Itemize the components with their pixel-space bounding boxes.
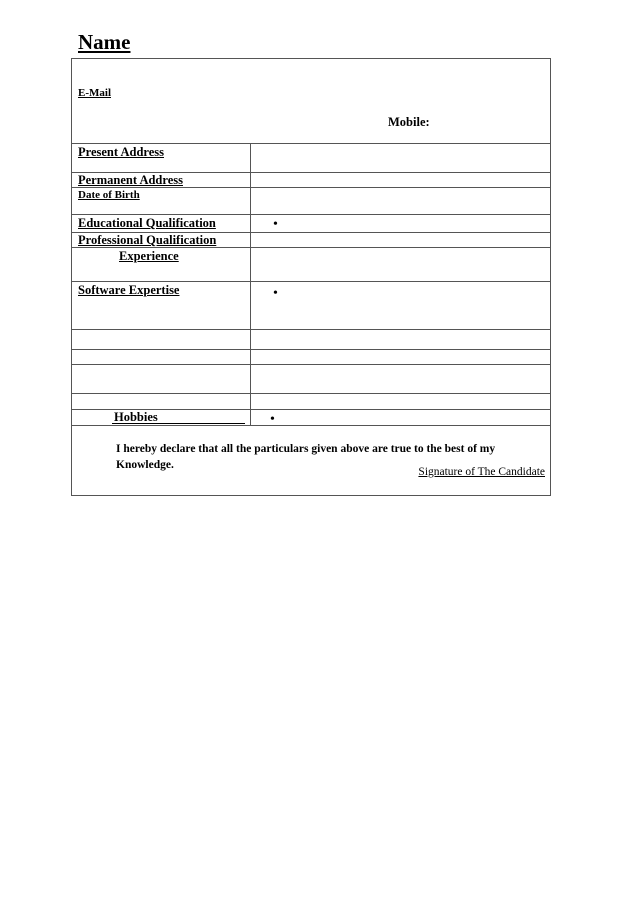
row-divider <box>71 143 551 144</box>
column-divider <box>250 143 251 425</box>
hobbies-label: Hobbies <box>114 410 158 424</box>
row-divider <box>71 281 551 282</box>
row-divider <box>71 214 551 215</box>
row-divider <box>71 425 551 426</box>
educational-qualification-bullet: • <box>273 217 278 232</box>
email-label: E-Mail <box>78 87 111 99</box>
experience-label: Experience <box>119 249 179 263</box>
declaration-text: I hereby declare that all the particulars given above are true to the best of my Knowledge. <box>116 443 496 471</box>
hobbies-underline <box>112 423 245 424</box>
row-divider <box>71 329 551 330</box>
mobile-label: Mobile: <box>388 115 430 129</box>
software-expertise-bullet: • <box>273 286 278 301</box>
resume-form-table <box>71 58 551 496</box>
permanent-address-label: Permanent Address <box>78 173 183 187</box>
present-address-label: Present Address <box>78 145 164 159</box>
date-of-birth-label: Date of Birth <box>78 189 140 201</box>
row-divider <box>71 393 551 394</box>
row-divider <box>71 364 551 365</box>
row-divider <box>71 349 551 350</box>
candidate-name-heading: Name <box>78 30 131 54</box>
professional-qualification-label: Professional Qualification <box>78 233 217 247</box>
signature-line: Signature of The Candidate <box>418 466 545 478</box>
software-expertise-label: Software Expertise <box>78 283 180 297</box>
hobbies-bullet: • <box>270 412 275 427</box>
educational-qualification-label: Educational Qualification <box>78 216 216 230</box>
